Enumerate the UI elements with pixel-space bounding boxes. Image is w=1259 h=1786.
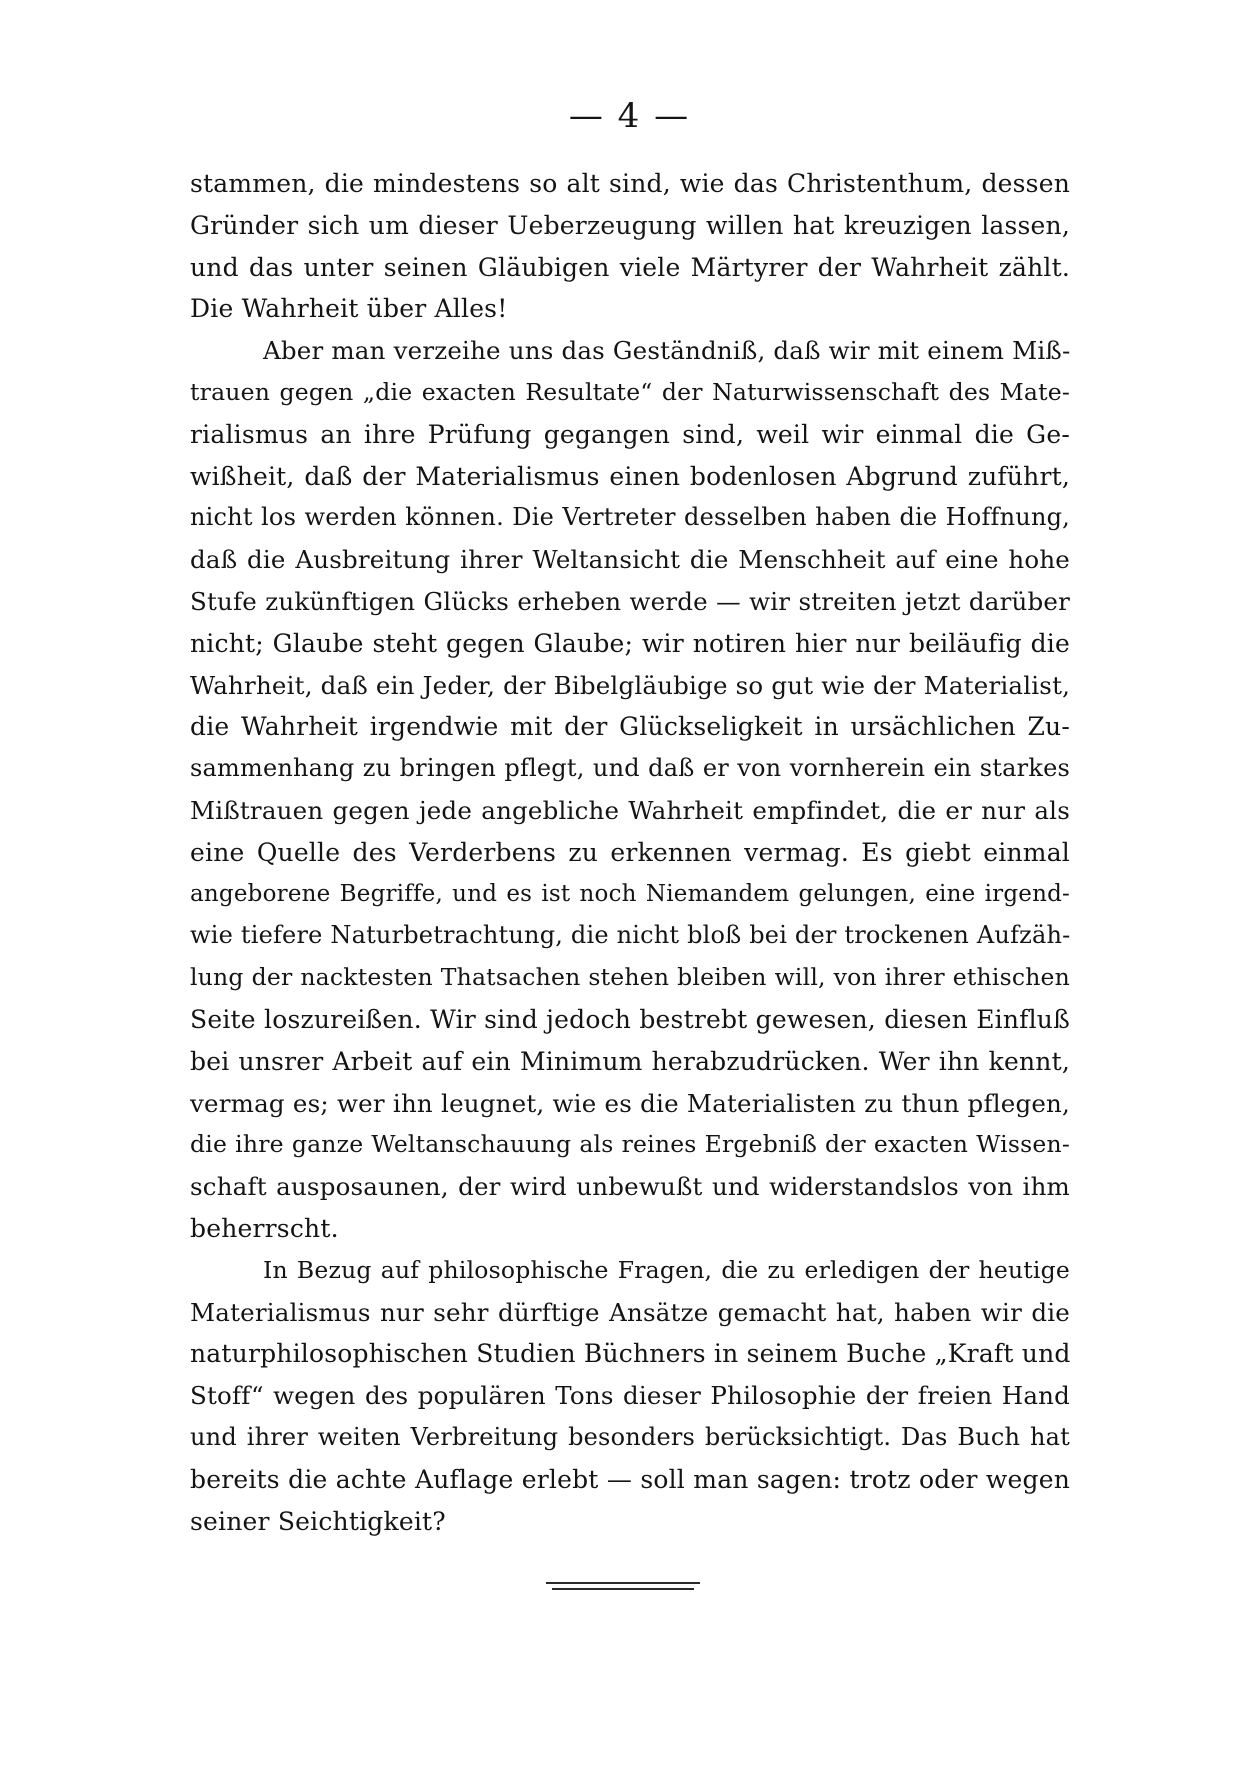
end-rule-divider bbox=[546, 1582, 700, 1590]
paragraph bbox=[190, 1250, 1070, 1543]
text-line: sammenhang zu bringen pflegt, und daß er von vornherein ein starkes bbox=[190, 754, 1070, 783]
end-rule-bar bbox=[552, 1588, 694, 1590]
end-rule-bar bbox=[546, 1582, 700, 1584]
text-line: trauen gegen „die exacten Resultate“ der Naturwissenschaft des Mate- bbox=[190, 377, 1070, 406]
text-line: Mißtrauen gegen jede angebliche Wahrheit empfindet, die er nur als bbox=[190, 795, 1070, 825]
text-line: nicht; Glaube steht gegen Glaube; wir notiren hier nur beiläufig die bbox=[190, 628, 1070, 658]
text-line: daß die Ausbreitung ihrer Weltansicht die Menschheit auf eine hohe bbox=[190, 545, 1070, 575]
text-line: naturphilosophischen Studien Büchners in seinem Buche „Kraft und bbox=[190, 1339, 1071, 1369]
text-line: schaft ausposaunen, der wird unbewußt und widerstandslos von ihm bbox=[190, 1172, 1070, 1202]
text-line: stammen, die mindestens so alt sind, wie das Christenthum, dessen bbox=[190, 169, 1070, 198]
text-line: die ihre ganze Weltanschauung als reines Ergebniß der exacten Wissen- bbox=[190, 1130, 1070, 1159]
text-line: lung der nacktesten Thatsachen stehen bleiben will, von ihrer ethischen bbox=[190, 963, 1070, 992]
text-line: angeborene Begriffe, und es ist noch Niemandem gelungen, eine irgend- bbox=[190, 880, 1070, 907]
text-line: eine Quelle des Verderbens zu erkennen vermag. Es giebt einmal bbox=[190, 837, 1070, 867]
text-line: Stoff“ wegen des populären Tons dieser Philosophie der freien Hand bbox=[190, 1381, 1070, 1411]
text-line: und ihrer weiten Verbreitung besonders berücksichtigt. Das Buch hat bbox=[190, 1422, 1070, 1451]
paragraph bbox=[190, 163, 1070, 330]
text-line: seiner Seichtigkeit? bbox=[190, 1506, 446, 1536]
text-line: bei unsrer Arbeit auf ein Minimum herabzudrücken. Wer ihn kennt, bbox=[190, 1046, 1070, 1076]
text-line: wie tiefere Naturbetrachtung, die nicht bloß bei der trockenen Aufzäh- bbox=[190, 921, 1071, 950]
text-line: vermag es; wer ihn leugnet, wie es die Materialisten zu thun pflegen, bbox=[190, 1088, 1070, 1118]
text-line: bereits die achte Auflage erlebt — soll man sagen: trotz oder wegen bbox=[190, 1464, 1070, 1494]
text-line: Materialismus nur sehr dürftige Ansätze gemacht hat, haben wir die bbox=[190, 1297, 1070, 1327]
text-line: die Wahrheit irgendwie mit der Glückseligkeit in ursächlichen Zu- bbox=[190, 712, 1070, 742]
text-line: Wahrheit, daß ein Jeder, der Bibelgläubige so gut wie der Materialist, bbox=[190, 670, 1071, 700]
text-line: Die Wahrheit über Alles! bbox=[190, 294, 508, 324]
page-number: — 4 — bbox=[568, 96, 691, 136]
text-line: nicht los werden können. Die Vertreter desselben haben die Hoffnung, bbox=[190, 503, 1070, 532]
text-line: Gründer sich um dieser Ueberzeugung willen hat kreuzigen lassen, bbox=[190, 210, 1070, 240]
paragraph bbox=[190, 330, 1070, 1250]
text-line: rialismus an ihre Prüfung gegangen sind, weil wir einmal die Ge- bbox=[190, 419, 1070, 449]
text-line: In Bezug auf philosophische Fragen, die zu erledigen der heutige bbox=[263, 1255, 1070, 1284]
text-line: und das unter seinen Gläubigen viele Märtyrer der Wahrheit zählt. bbox=[190, 252, 1070, 282]
body-text bbox=[190, 163, 1070, 1542]
text-line: wißheit, daß der Materialismus einen bodenlosen Abgrund zuführt, bbox=[190, 461, 1070, 491]
text-line: Aber man verzeihe uns das Geständniß, daß wir mit einem Miß- bbox=[263, 336, 1071, 366]
text-line: Seite loszureißen. Wir sind jedoch bestrebt gewesen, diesen Einfluß bbox=[190, 1004, 1070, 1034]
text-line: beherrscht. bbox=[190, 1213, 339, 1243]
text-line: Stufe zukünftigen Glücks erheben werde — wir streiten jetzt darüber bbox=[190, 586, 1070, 616]
